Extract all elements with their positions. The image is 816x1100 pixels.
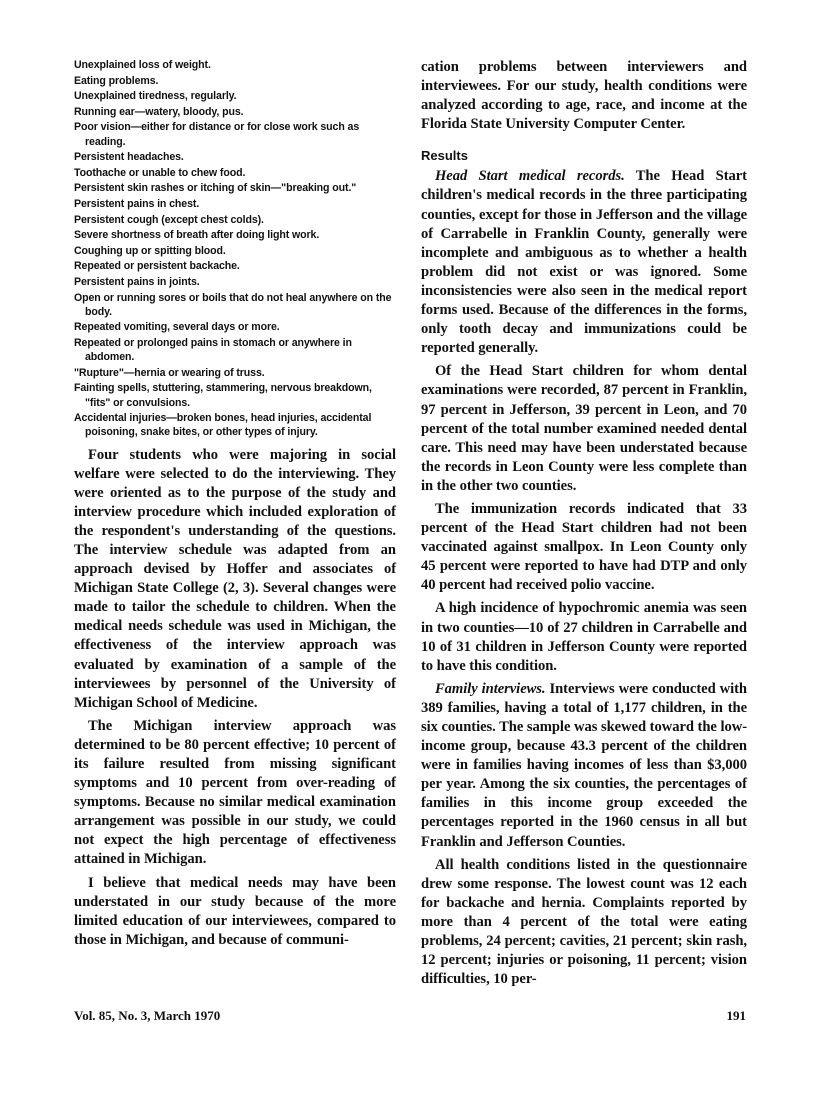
left-column [74,58,396,950]
body-paragraph: The immunization records indicated that 33 percent of the Head Start children had not been vaccinated against smallpox. In Leon County only 45 percent were reported to have had DTP and only 40 percent had received polio vaccine. [421,500,747,594]
symptom-item: Eating problems. [74,74,159,87]
symptom-item: Persistent pains in chest. [74,197,200,210]
section-heading: Results [421,148,468,164]
symptom-item: Repeated or persistent backache. [74,260,240,273]
journal-citation: Vol. 85, No. 3, March 1970 [74,1008,221,1023]
body-paragraph: All health conditions listed in the questionnaire drew some response. The lowest count was 12 each for backache and hernia. Complaints reported by more than 4 percent of the total were eating problems, 24 percent; cavities, 21 percent; skin rash, 12 percent; injuries or poisoning, 11 percent; vision difficulties, 10 per- [421,856,747,988]
runin-heading: Family interviews. [435,680,546,697]
symptom-list [74,58,396,440]
symptom-item: Fainting spells, stuttering, stammering, nervous breakdown, "fits" or convulsions. [74,382,372,409]
body-paragraph [421,167,747,358]
right-column [421,58,747,989]
symptom-item: Persistent cough (except chest colds). [74,213,264,226]
symptom-item: Persistent pains in joints. [74,275,200,288]
body-paragraph: A high incidence of hypochromic anemia was seen in two counties—10 of 27 children in Carrabelle and 10 of 31 children in Jefferson County were reported to have this condition. [421,600,747,674]
symptom-item: Unexplained loss of weight. [74,59,211,71]
paragraph-text: The Head Start children's medical records in the three participating counties, except for those in Jefferson and the village of Carrabelle in Franklin County, generally were incomplete and ambiguous as to whether a health problem did not exist or was ignored. Some inconsistencies were also seen in the medical report forms used. Because of the differences in the forms, only tooth decay and immunizations could be reported generally. [421,168,747,357]
runin-heading: Head Start medical records. [435,168,625,185]
body-paragraph: Four students who were majoring in social welfare were selected to do the interviewing. They were oriented as to the purpose of the study and interview procedure which included exploration of the respondent's understanding of the questions. The interview schedule was adapted from an approach devised by Hoffer and associates of Michigan State College (2, 3). Several changes were made to tailor the schedule to children. When the medical needs schedule was used in Michigan, the effectiveness of the interview approach was evaluated by examination of a sample of the interviewees by personnel of the University of Michigan School of Medicine. [74,446,396,711]
symptom-item: Repeated or prolonged pains in stomach or anywhere in abdomen. [74,336,352,364]
body-paragraph: The Michigan interview approach was determined to be 80 percent effective; 10 percent of its failure resulted from missing significant symptoms and 10 percent from over-reading of symptoms. Because no similar medical examination arrangement was possible in our study, we could not expect the high percentage of effectiveness attained in Michigan. [74,717,396,868]
symptom-item: Unexplained tiredness, regularly. [74,90,237,103]
body-paragraph [421,680,747,852]
page-number: 191 [726,1008,746,1023]
symptom-item: Persistent headaches. [74,151,184,164]
symptom-item: Running ear—watery, bloody, pus. [74,105,244,118]
symptom-item: "Rupture"—hernia or wearing of truss. [74,366,265,379]
body-paragraph: cation problems between interviewers and interviewees. For our study, health conditions were analyzed according to age, race, and income at the Florida State University Computer Center. [421,59,747,133]
symptom-item: Poor vision—either for distance or for close work such as reading. [74,121,360,148]
symptom-item: Open or running sores or boils that do not heal anywhere on the body. [74,291,392,318]
symptom-item: Accidental injuries—broken bones, head injuries, accidental poisoning, snake bites, or other types of injury. [74,412,372,439]
symptom-item: Toothache or unable to chew food. [74,166,246,179]
symptom-item: Persistent skin rashes or itching of skin—"breaking out." [74,182,357,195]
symptom-item: Coughing up or spitting blood. [74,244,226,257]
body-paragraph: I believe that medical needs may have been understated in our study because of the more limited education of our interviewees, compared to those in Michigan, and because of communi- [74,874,396,948]
symptom-item: Severe shortness of breath after doing light work. [74,229,320,242]
body-paragraph: Of the Head Start children for whom dental examinations were recorded, 87 percent in Franklin, 97 percent in Jefferson, 39 percent in Leon, and 70 percent of the total number examined needed dental care. This need may have been understated because the records in Leon County were less complete than in the other two counties. [421,363,747,494]
symptom-item: Repeated vomiting, several days or more. [74,321,280,334]
paragraph-text: Interviews were conducted with 389 families, having a total of 1,177 children, in the six counties. The sample was skewed toward the low-income group, because 43.3 percent of the children were in families having incomes of less than $3,000 per year. Among the six counties, the percentages of families in this income group exceeded the percentages reported in the 1960 census in all but Franklin and Jefferson Counties. [421,680,747,850]
